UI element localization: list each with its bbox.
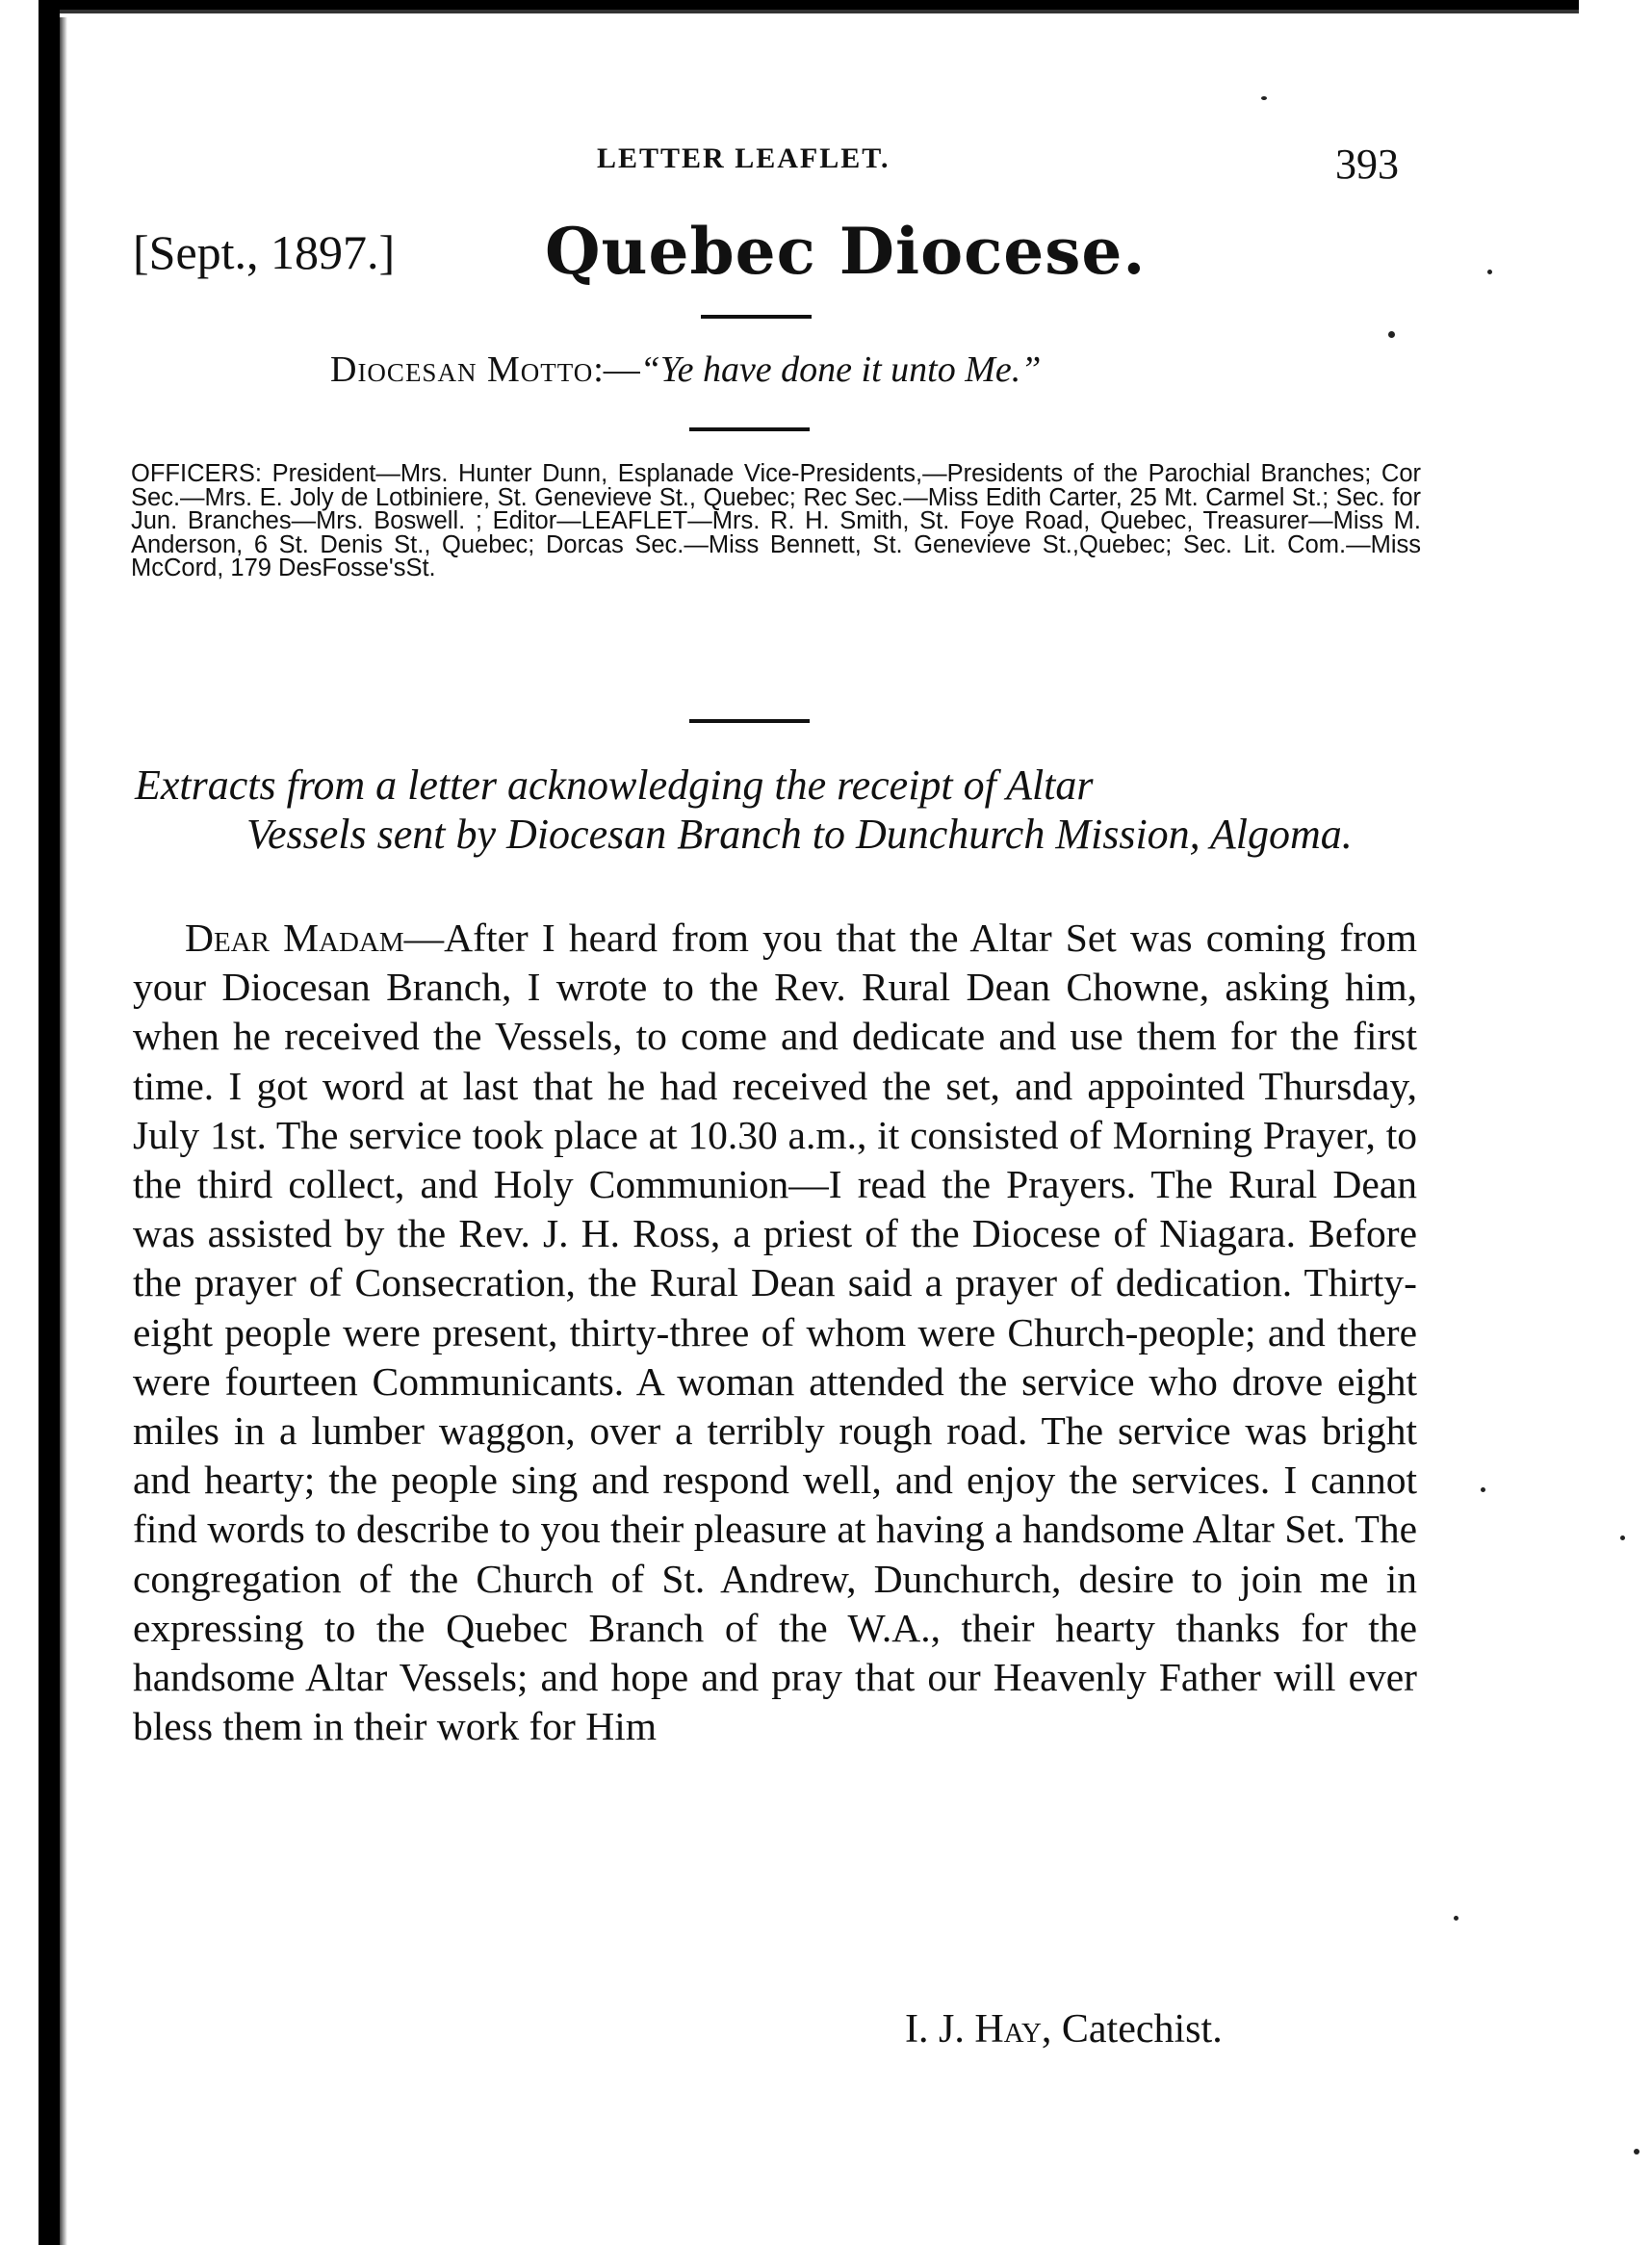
letter-signature xyxy=(905,2006,1223,2052)
letter-body xyxy=(133,914,1417,1751)
divider-rule xyxy=(689,719,810,723)
extracts-heading-continuation: Vessels sent by Diocesan Branch to Dunchurch Mission, Algoma. xyxy=(246,811,1353,858)
scan-speck xyxy=(1388,331,1395,338)
scan-speck xyxy=(1481,1487,1485,1492)
letter-text: —After I heard from you that the Altar Set was coming from your Diocesan Branch, I wrote to the Rev. Rural Dean Chowne, asking him, when he received the Vessels, to come and dedicate and use them for the first time. I got word at last that he had received the set, and appointed Thursday, July 1st. The service took place at 10.30 a.m., it consisted of Morning Prayer, to the third collect, and Holy Communion—I read the Prayers. The Rural Dean was assisted by the Rev. J. H. Ross, a priest of the Diocese of Niagara. Before the prayer of Consecration, the Rural Dean said a prayer of dedication. Thirty-eight people were present, thirty-three of whom were Church-people; and there were fourteen Communicants. A woman attended the service who drove eight miles in a lumber waggon, over a terribly rough road. The service was bright and hearty; the people sing and respond well, and enjoy the services. I cannot find words to describe to you their pleasure at having a handsome Altar Set. The congregation of the Church of St. Andrew, Dunchurch, desire to join me in expressing to the Quebec Branch of the W.A., their hearty thanks for the handsome Altar Vessels; and hope and pray that our Heavenly Father will ever bless them in their work for Him xyxy=(133,916,1418,1749)
scan-speck xyxy=(1261,96,1267,100)
signature-surname: Hay xyxy=(974,2007,1042,2051)
letter-paragraph xyxy=(133,914,1417,1751)
scan-speck xyxy=(1620,1535,1625,1540)
extracts-heading-line: Extracts from a letter acknowledging the receipt of Altar xyxy=(135,761,1094,809)
extracts-heading xyxy=(135,761,1415,859)
motto-separator: :— xyxy=(593,349,640,390)
divider-rule xyxy=(689,427,810,431)
diocesan-motto xyxy=(330,348,1041,391)
scan-speck xyxy=(1454,1916,1458,1921)
divider-rule xyxy=(701,315,812,319)
page-number: 393 xyxy=(1335,141,1399,188)
issue-date: [Sept., 1897.] xyxy=(133,225,396,279)
scan-speck xyxy=(1634,2149,1639,2155)
motto-text: “Ye have done it unto Me.” xyxy=(639,349,1042,390)
signature-initials: I. J. xyxy=(905,2007,975,2051)
letter-salutation: Dear Madam xyxy=(185,916,404,960)
motto-label: Diocesan Motto xyxy=(330,349,594,390)
section-title: Quebec Diocese. xyxy=(545,214,1147,289)
signature-role: , Catechist. xyxy=(1041,2007,1223,2051)
running-head: LETTER LEAFLET. xyxy=(597,142,891,174)
scan-speck xyxy=(1487,270,1492,274)
officers-list: OFFICERS: President—Mrs. Hunter Dunn, Esplanade Vice-Presidents,—Presidents of the Parochial Branches; Cor Sec.—Mrs. E. Joly de Lotbiniere, St. Genevieve St., Quebec; Rec Sec.—Miss Edith Carter, 25 Mt. Carmel St.; Sec. for Jun. Branches—Mrs. Boswell. ; Editor—LEAFLET—Mrs. R. H. Smith, St. Foye Road, Quebec, Treasurer—Miss M. Anderson, 6 St. Denis St., Quebec; Dorcas Sec.—Miss Bennett, St. Genevieve St.,Quebec; Sec. Lit. Com.—Miss McCord, 179 DesFosse'sSt. xyxy=(131,460,1421,581)
